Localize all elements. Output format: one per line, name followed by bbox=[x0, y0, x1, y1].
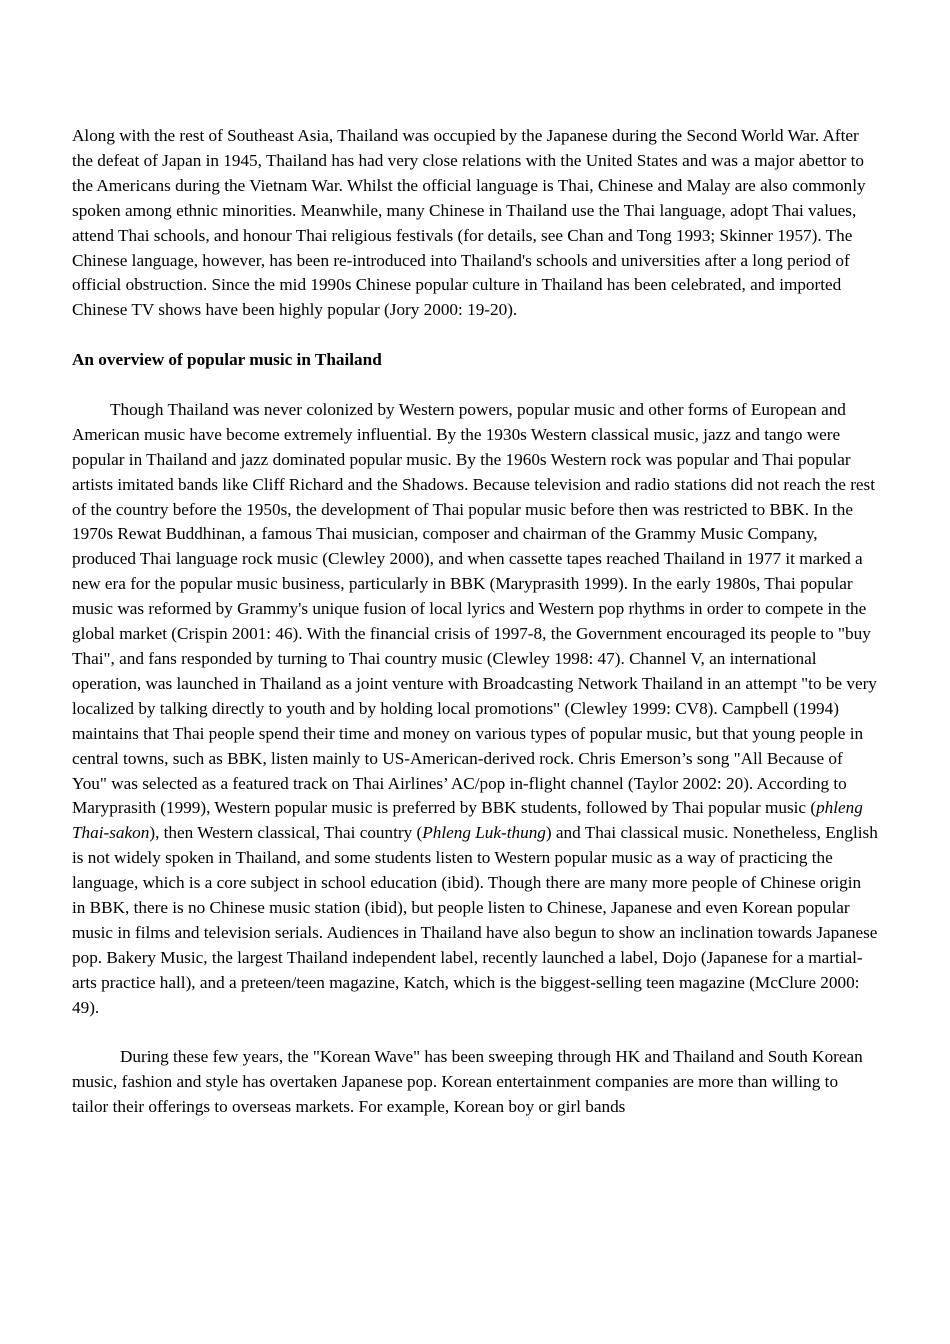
body-paragraph-korean-wave: During these few years, the "Korean Wave" has been sweeping through HK and Thailand and South Korean music, fashion and style has overtaken Japanese pop. Korean entertainment companies are more than willing to tailor their offerings to overseas markets. For example, Korean boy or girl bands bbox=[72, 1047, 863, 1117]
section-heading: An overview of popular music in Thailand bbox=[72, 350, 382, 370]
paragraph-text-segment: ), then Western classical, Thai country ( bbox=[149, 823, 423, 843]
italic-term-phleng-thai-sakon: phleng Thai-sakon bbox=[72, 798, 863, 843]
italic-term-phleng-luk-thung: Phleng Luk-thung bbox=[422, 823, 546, 843]
body-paragraph-popular-music bbox=[72, 398, 878, 1021]
paragraph-text-segment: Though Thailand was never colonized by Western powers, popular music and other forms of European and American music have become extremely influential. By the 1930s Western classical music, jazz and tango were popular in Thailand and jazz dominated popular music. By the 1960s Western rock was popular and Thai popular artists imitated bands like Cliff Richard and the Shadows. Because television and radio stations did not reach the rest of the country before the 1950s, the development of Thai popular music before then was restricted to BBK. In the 1970s Rewat Buddhinan, a famous Thai musician, composer and chairman of the Grammy Music Company, produced Thai language rock music (Clewley 2000), and when cassette tapes reached Thailand in 1977 it marked a new era for the popular music business, particularly in BBK (Maryprasith 1999). In the early 1980s, Thai popular music was reformed by Grammy's unique fusion of local lyrics and Western pop rhythms in order to compete in the global market (Crispin 2001: 46). With the financial crisis of 1997-8, the Government encouraged its people to "buy Thai", and fans responded by turning to Thai country music (Clewley 1998: 47). Channel V, an international operation, was launched in Thailand as a joint venture with Broadcasting Network Thailand in an attempt "to be very localized by talking directly to youth and by holding local promotions" (Clewley 1999: CV8). Campbell (1994) maintains that Thai people spend their time and money on various types of popular music, but that young people in central towns, such as BBK, listen mainly to US-American-derived rock. Chris Emerson’s song "All Because of You" was selected as a featured track on Thai Airlines’ AC/pop in-flight channel (Taylor 2002: 20). According to Maryprasith (1999), Western popular music is preferred by BBK students, followed by Thai popular music ( bbox=[72, 399, 877, 818]
paragraph-text-segment: ) and Thai classical music. Nonetheless, English is not widely spoken in Thailand, and some students listen to Western popular music as a way of practicing the language, which is a core subject in school education (ibid). Though there are many more people of Chinese origin in BBK, there is no Chinese music station (ibid), but people listen to Chinese, Japanese and even Korean popular music in films and television serials. Audiences in Thailand have also begun to show an inclination towards Japanese pop. Bakery Music, the largest Thailand independent label, recently launched a label, Dojo (Japanese for a martial-arts practice hall), and a preteen/teen magazine, Katch, which is the biggest-selling teen magazine (McClure 2000: 49). bbox=[72, 823, 878, 1017]
document-page bbox=[72, 124, 878, 1120]
body-paragraph-thailand-history: Along with the rest of Southeast Asia, Thailand was occupied by the Japanese during the Second World War. After the defeat of Japan in 1945, Thailand has had very close relations with the United States and was a major abettor to the Americans during the Vietnam War. Whilst the official language is Thai, Chinese and Malay are also commonly spoken among ethnic minorities. Meanwhile, many Chinese in Thailand use the Thai language, adopt Thai values, attend Thai schools, and honour Thai religious festivals (for details, see Chan and Tong 1993; Skinner 1957). The Chinese language, however, has been re-introduced into Thailand's schools and universities after a long period of official obstruction. Since the mid 1990s Chinese popular culture in Thailand has been celebrated, and imported Chinese TV shows have been highly popular (Jory 2000: 19-20). bbox=[72, 126, 866, 320]
